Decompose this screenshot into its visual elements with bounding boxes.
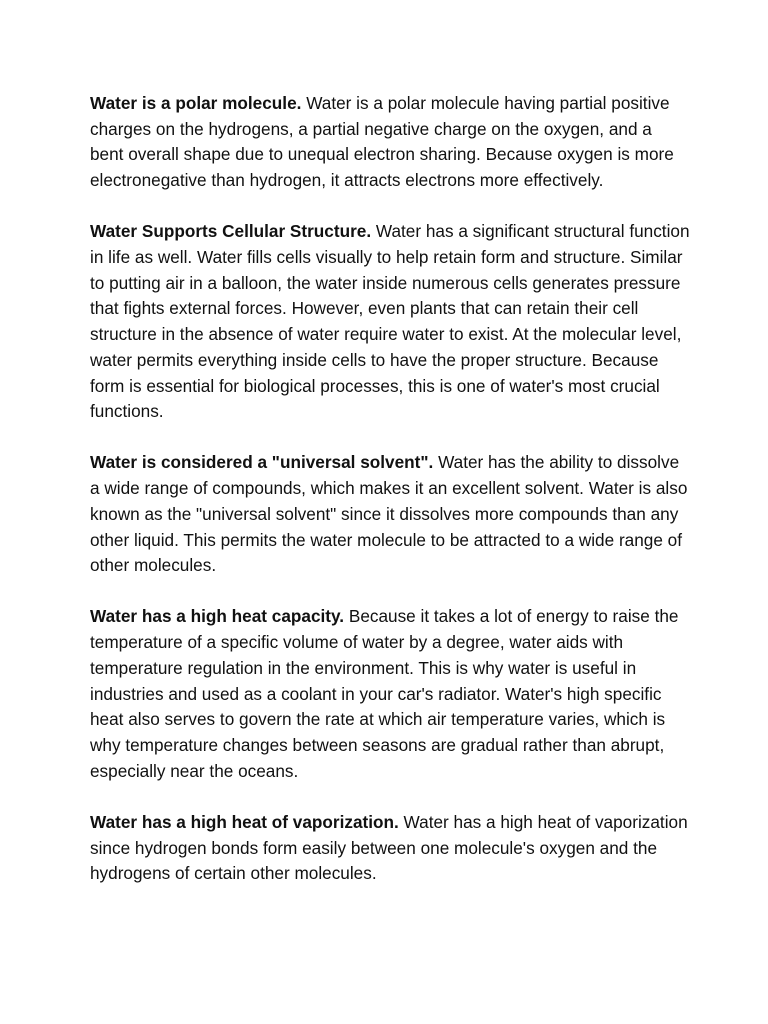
paragraph-heading: Water has a high heat of vaporization. (90, 811, 399, 832)
paragraph-body: Because it takes a lot of energy to raise the temperature of a specific volume of water by a degree, water aids with temperature regulation in the environment. This is why water is useful in industries and used as a coolant in your car's radiator. Water's high specific heat also serves to govern the rate at which air temperature varies, which is why temperature changes between seasons are gradual rather than abrupt, especially near the oceans. (90, 606, 679, 781)
paragraph-heat-of-vaporization (90, 810, 690, 887)
paragraph-cellular-structure (90, 219, 690, 425)
paragraph-heading: Water has a high heat capacity. (90, 606, 345, 627)
document-page (90, 91, 690, 912)
paragraph-polar-molecule (90, 91, 690, 194)
paragraph-heading: Water is considered a "universal solvent". (90, 452, 434, 473)
paragraph-heat-capacity (90, 604, 690, 784)
paragraph-heading: Water Supports Cellular Structure. (90, 221, 372, 242)
paragraph-body: Water has a high heat of vaporization since hydrogen bonds form easily between one molecule's oxygen and the hydrogens of certain other molecules. (90, 811, 688, 884)
paragraph-universal-solvent (90, 450, 690, 579)
paragraph-body: Water is a polar molecule having partial positive charges on the hydrogens, a partial negative charge on the oxygen, and a bent overall shape due to unequal electron sharing. Because oxygen is more electronegative than hydrogen, it attracts electrons more effectively. (90, 93, 674, 191)
paragraph-body: Water has a significant structural function in life as well. Water fills cells visually to help retain form and structure. Similar to putting air in a balloon, the water inside numerous cells generates pressure that fights external forces. However, even plants that can retain their cell structure in the absence of water require water to exist. At the molecular level, water permits everything inside cells to have the proper structure. Because form is essential for biological processes, this is one of water's most crucial functions. (90, 221, 690, 422)
paragraph-heading: Water is a polar molecule. (90, 93, 302, 113)
paragraph-body: Water has the ability to dissolve a wide range of compounds, which makes it an excellent solvent. Water is also known as the "universal solvent" since it dissolves more compounds than any other liquid. This permits the water molecule to be attracted to a wide range of other molecules. (90, 452, 688, 576)
